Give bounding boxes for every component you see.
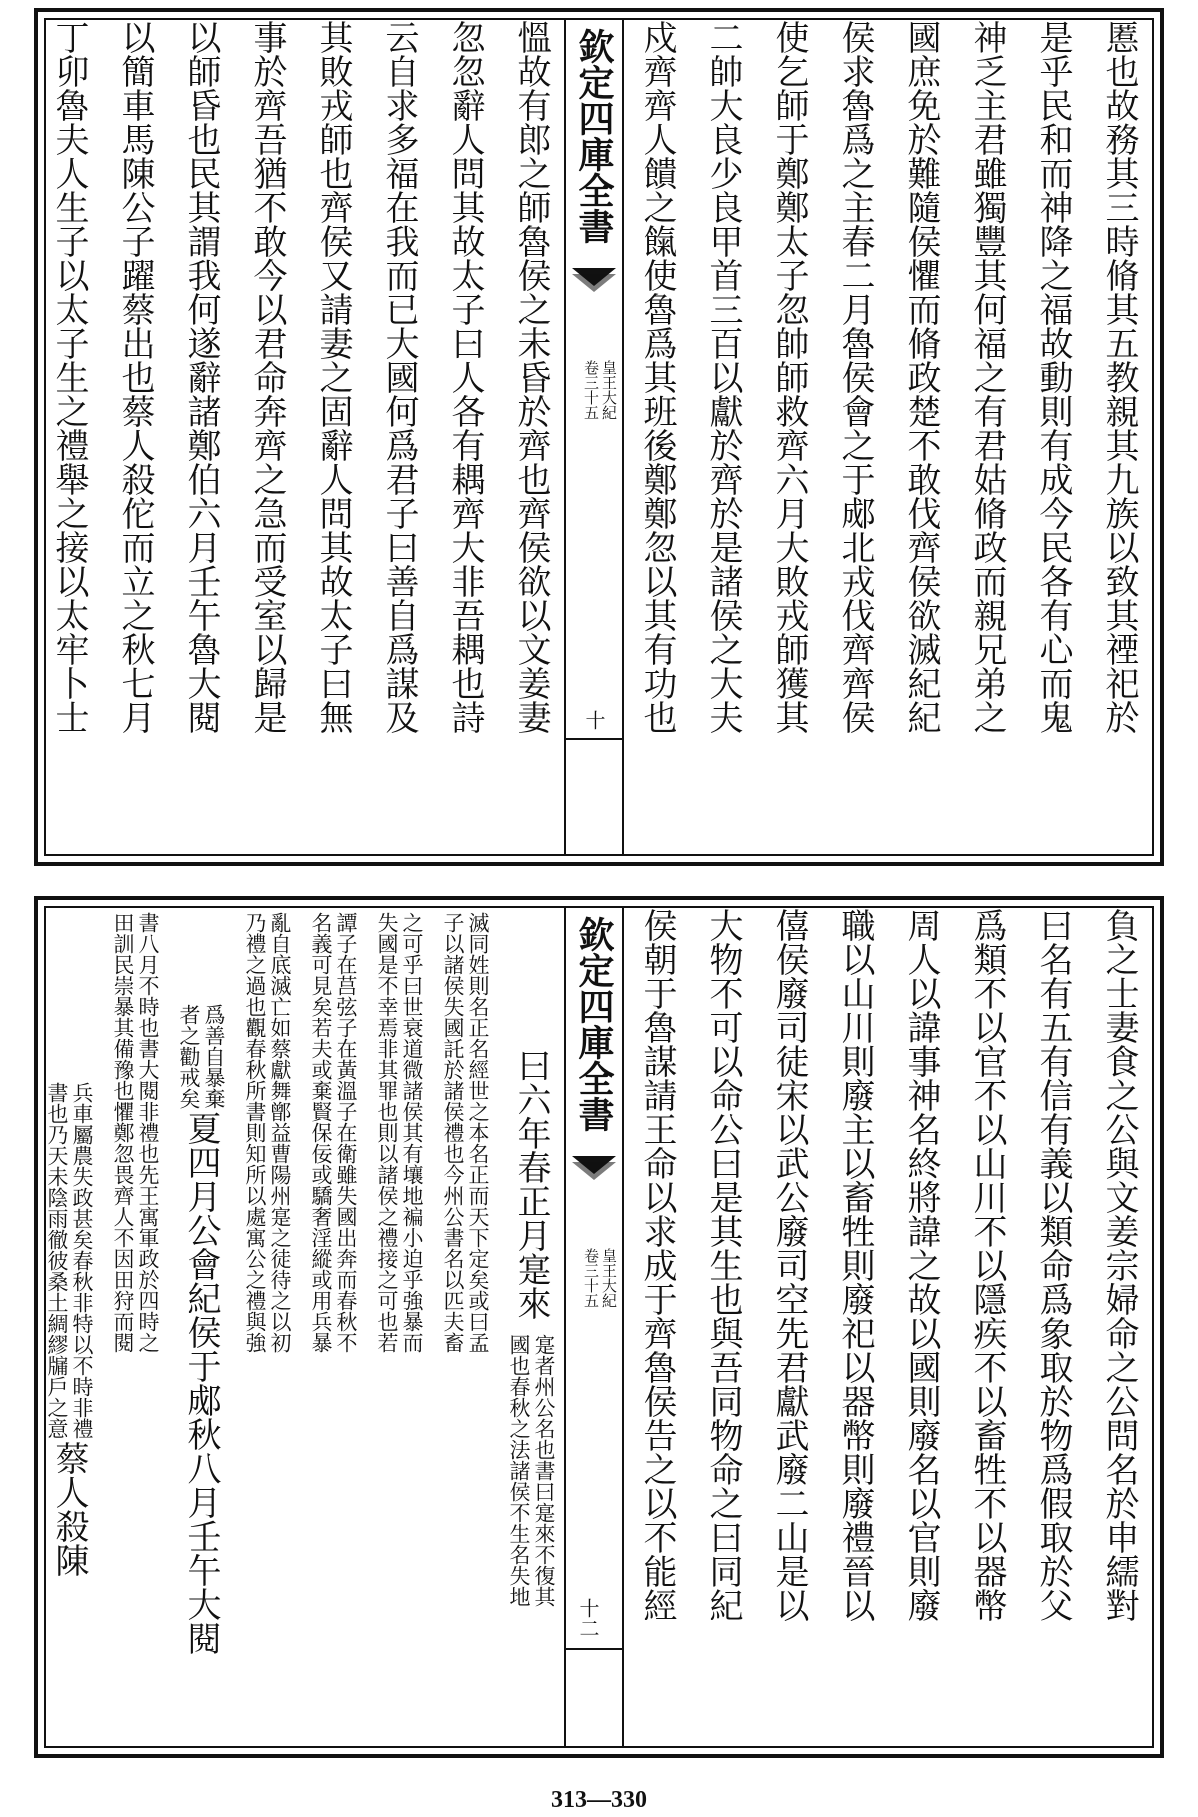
text-column bbox=[1020, 20, 1086, 854]
text-column bbox=[954, 20, 1020, 854]
commentary-column bbox=[366, 908, 432, 1746]
commentary-text: 田訓民崇暴其備豫也懼鄭忽畏齊人不因田狩而閱 bbox=[111, 912, 135, 1353]
column-text: 使乞師于鄭鄭太子忽帥師救齊六月大敗戎師獲其 bbox=[769, 20, 809, 734]
commentary-text: 滅同姓則名正名經世之本名正而天下定矣或曰孟 bbox=[466, 912, 490, 1353]
commentary-text: 者之勸戒矣 bbox=[177, 1003, 201, 1109]
commentary-pair bbox=[508, 1330, 554, 1607]
commentary-text: 爲善自暴棄 bbox=[202, 1003, 226, 1109]
juan-label: 卷三十五 bbox=[582, 360, 600, 420]
column-text: 慍故有郎之師魯侯之未昏於齊也齊侯欲以文姜妻 bbox=[511, 20, 551, 734]
column-text: 是乎民和而神降之福故動則有成今民各有心而鬼 bbox=[1033, 20, 1073, 734]
leaf-number: 十二 bbox=[576, 1598, 600, 1638]
column-text: 忽忽辭人問其故太子曰人各有耦齊大非吾耦也詩 bbox=[445, 20, 485, 734]
commentary-text: 書八月不時也書大閱非禮也先王寓軍政於四時之 bbox=[136, 912, 160, 1353]
commentary-column bbox=[432, 908, 498, 1746]
library-title: 欽定四庫全書 bbox=[573, 916, 615, 1132]
column-text: 大物不可以命公曰是其生也與吾同物命之曰同紀 bbox=[703, 908, 743, 1622]
fold-rule bbox=[566, 1648, 622, 1650]
text-column bbox=[888, 908, 954, 1746]
text-column bbox=[822, 20, 888, 854]
text-column bbox=[102, 20, 168, 854]
column-text: 云自求多福在我而已大國何爲君子曰善自爲謀及 bbox=[379, 20, 419, 734]
column-text: 國庶免於難隨侯懼而脩政楚不敢伐齊侯欲滅紀紀 bbox=[901, 20, 941, 734]
text-column bbox=[624, 20, 690, 854]
column-text: 事於齊吾猶不敢今以君命奔齊之急而受室以歸是 bbox=[247, 20, 287, 734]
bottom-page-panel bbox=[34, 896, 1164, 1758]
column-text: 戍齊齊人饋之餼使魯爲其班後鄭鄭忽以其有功也 bbox=[637, 20, 677, 734]
commentary-text: 書也乃天未陰雨徹彼桑土綢繆牖戶之意 bbox=[45, 1081, 69, 1439]
text-column bbox=[366, 20, 432, 854]
library-title: 欽定四庫全書 bbox=[573, 28, 615, 244]
text-column bbox=[1086, 20, 1152, 854]
column-text: 周人以諱事神名終將諱之故以國則廢名以官則廢 bbox=[901, 908, 941, 1622]
leaf-number: 十 bbox=[582, 710, 606, 730]
center-fold-column bbox=[564, 20, 624, 854]
column-text: 職以山川則廢主以畜牲則廢祀以器幣則廢禮晉以 bbox=[835, 908, 875, 1622]
mixed-column bbox=[168, 908, 234, 1746]
text-column bbox=[756, 20, 822, 854]
text-column bbox=[300, 20, 366, 854]
text-column bbox=[888, 20, 954, 854]
commentary-text: 之可乎曰世衰道微諸侯其有壤地褊小迫乎強暴而 bbox=[400, 912, 424, 1353]
fish-tail-mark bbox=[566, 1156, 622, 1186]
column-text: 曰名有五有信有義以類命爲象取於物爲假取於父 bbox=[1033, 908, 1073, 1622]
text-column bbox=[954, 908, 1020, 1746]
commentary-column bbox=[300, 908, 366, 1746]
juan-label: 卷三十五 bbox=[582, 1248, 600, 1308]
text-column bbox=[168, 20, 234, 854]
column-text: 以簡車馬陳公子躍蔡出也蔡人殺佗而立之秋七月 bbox=[115, 20, 155, 734]
bottom-page-frame bbox=[44, 906, 1154, 1748]
commentary-column bbox=[102, 908, 168, 1746]
mixed-column bbox=[498, 908, 564, 1746]
text-column bbox=[1086, 908, 1152, 1746]
text-column bbox=[822, 908, 888, 1746]
commentary-text: 失國是不幸焉非其罪也則以諸侯之禮接之可也若 bbox=[375, 912, 399, 1353]
column-text: 侯朝于魯謀請王命以求成于齊魯侯告之以不能經 bbox=[637, 908, 677, 1622]
column-text: 負之士妻食之公與文姜宗婦命之公問名於申繻對 bbox=[1099, 908, 1139, 1622]
text-column bbox=[1020, 908, 1086, 1746]
commentary-text: 兵車屬農失政甚矣春秋非特以不時非禮 bbox=[70, 1081, 94, 1439]
column-text: 夏四月公會紀侯于郕秋八月壬午大閱 bbox=[181, 1110, 221, 1655]
text-column bbox=[624, 908, 690, 1746]
text-column bbox=[690, 20, 756, 854]
page-number: 313—330 bbox=[551, 1787, 647, 1813]
column-text: 爲類不以官不以山川不以隱疾不以畜牲不以器幣 bbox=[967, 908, 1007, 1622]
text-column bbox=[690, 908, 756, 1746]
juan-label: 皇王大紀 bbox=[600, 1248, 618, 1308]
column-text: 僖侯廢司徒宋以武公廢司空先君獻武廢二山是以 bbox=[769, 908, 809, 1622]
mixed-column bbox=[36, 908, 102, 1746]
text-column bbox=[756, 908, 822, 1746]
column-text: 蔡人殺陳 bbox=[49, 1440, 89, 1577]
fish-tail-mark bbox=[566, 268, 622, 298]
column-text: 其敗戎師也齊侯又請妻之固辭人問其故太子曰無 bbox=[313, 20, 353, 734]
text-column bbox=[234, 20, 300, 854]
commentary-pair bbox=[46, 1078, 92, 1439]
commentary-text: 寔者州公名也書曰寔來不復其 bbox=[532, 1333, 556, 1607]
column-text: 神乏主君雖獨豐其何福之有君姑脩政而親兄弟之 bbox=[967, 20, 1007, 734]
commentary-text: 國也春秋之法諸侯不生名失地 bbox=[507, 1333, 531, 1607]
commentary-text: 子以諸侯失國託於諸侯禮也今州公書名以匹夫畜 bbox=[441, 912, 465, 1353]
column-text: 以師昏也民其謂我何遂辭諸鄭伯六月壬午魯大閱 bbox=[181, 20, 221, 734]
commentary-pair bbox=[178, 1000, 224, 1109]
commentary-text: 名義可見矣若夫或棄賢保佞或驕奢淫縱或用兵暴 bbox=[309, 912, 333, 1353]
center-fold-column bbox=[564, 908, 624, 1746]
column-text: 曰六年春正月寔來 bbox=[511, 1047, 551, 1320]
top-page-panel bbox=[34, 8, 1164, 866]
text-column bbox=[498, 20, 564, 854]
top-page-frame bbox=[44, 18, 1154, 856]
juan-label: 皇王大紀 bbox=[600, 360, 618, 420]
commentary-text: 譚子在莒弦子在黃溫子在衛雖失國出奔而春秋不 bbox=[334, 912, 358, 1353]
column-text: 丁卯魯夫人生子以太子生之禮舉之接以太牢卜士 bbox=[49, 20, 89, 734]
fold-rule bbox=[566, 738, 622, 740]
text-column bbox=[36, 20, 102, 854]
column-text: 侯求魯爲之主春二月魯侯會之于郕北戎伐齊齊侯 bbox=[835, 20, 875, 734]
column-text: 慝也故務其三時脩其五教親其九族以致其禋祀於 bbox=[1099, 20, 1139, 734]
commentary-text: 乃禮之過也觀春秋所書則知所以處寓公之禮與強 bbox=[243, 912, 267, 1353]
commentary-text: 亂自底滅亡如蔡獻舞鄫益曹陽州寔之徒待之以初 bbox=[268, 912, 292, 1353]
text-column bbox=[432, 20, 498, 854]
commentary-column bbox=[234, 908, 300, 1746]
column-text: 二帥大良少良甲首三百以獻於齊於是諸侯之大夫 bbox=[703, 20, 743, 734]
